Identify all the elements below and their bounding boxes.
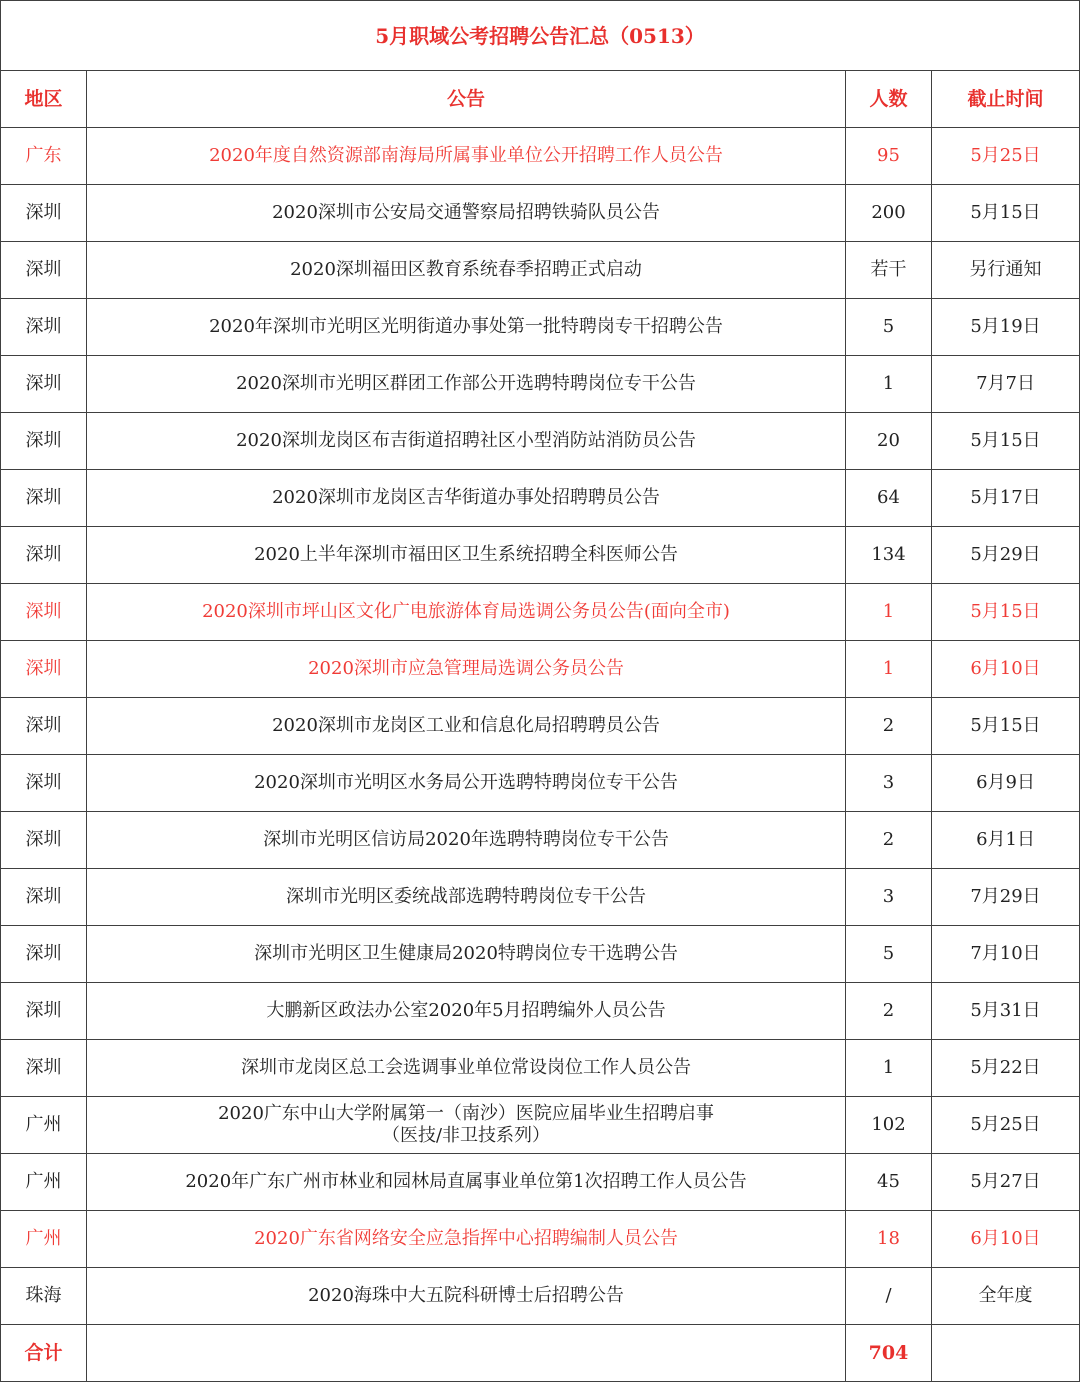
- cell-region: 深圳: [1, 698, 87, 755]
- cell-deadline: 5月15日: [932, 584, 1080, 641]
- cell-deadline: 7月29日: [932, 869, 1080, 926]
- cell-region: 珠海: [1, 1268, 87, 1325]
- table-row: [1, 356, 1080, 413]
- cell-deadline: 7月7日: [932, 356, 1080, 413]
- header-count: 人数: [846, 71, 932, 128]
- cell-notice: 2020深圳市光明区群团工作部公开选聘特聘岗位专干公告: [87, 356, 846, 413]
- cell-notice: 深圳市光明区信访局2020年选聘特聘岗位专干公告: [87, 812, 846, 869]
- table-row: [1, 470, 1080, 527]
- table-row: [1, 698, 1080, 755]
- cell-count: 3: [846, 869, 932, 926]
- cell-count: 102: [846, 1097, 932, 1154]
- cell-notice: 2020年深圳市光明区光明街道办事处第一批特聘岗专干招聘公告: [87, 299, 846, 356]
- table-row: [1, 185, 1080, 242]
- table-row: [1, 1268, 1080, 1325]
- cell-notice: 2020年度自然资源部南海局所属事业单位公开招聘工作人员公告: [87, 128, 846, 185]
- cell-region: 广州: [1, 1154, 87, 1211]
- cell-count: 20: [846, 413, 932, 470]
- cell-count: 1: [846, 1040, 932, 1097]
- cell-count: 1: [846, 641, 932, 698]
- cell-region: 深圳: [1, 755, 87, 812]
- cell-count: 2: [846, 698, 932, 755]
- cell-region: 深圳: [1, 413, 87, 470]
- cell-notice: 2020深圳市龙岗区吉华街道办事处招聘聘员公告: [87, 470, 846, 527]
- table-row: [1, 527, 1080, 584]
- cell-count: 200: [846, 185, 932, 242]
- cell-region: 广州: [1, 1211, 87, 1268]
- table-row: [1, 242, 1080, 299]
- table-row: [1, 812, 1080, 869]
- cell-deadline: 5月15日: [932, 698, 1080, 755]
- cell-notice: 2020深圳福田区教育系统春季招聘正式启动: [87, 242, 846, 299]
- total-notice: [87, 1325, 846, 1382]
- table-row: [1, 1211, 1080, 1268]
- cell-region: 深圳: [1, 926, 87, 983]
- header-region: 地区: [1, 71, 87, 128]
- cell-count: 5: [846, 299, 932, 356]
- cell-notice: 2020深圳市光明区水务局公开选聘特聘岗位专干公告: [87, 755, 846, 812]
- total-row: [1, 1325, 1080, 1382]
- table-row: [1, 983, 1080, 1040]
- cell-notice: 大鹏新区政法办公室2020年5月招聘编外人员公告: [87, 983, 846, 1040]
- cell-notice: [87, 1097, 846, 1154]
- notice-line-1: 2020广东中山大学附属第一（南沙）医院应届毕业生招聘启事: [218, 1103, 714, 1124]
- table-row: [1, 755, 1080, 812]
- cell-notice: 深圳市光明区卫生健康局2020特聘岗位专干选聘公告: [87, 926, 846, 983]
- cell-count: 2: [846, 983, 932, 1040]
- header-notice: 公告: [87, 71, 846, 128]
- cell-count: 64: [846, 470, 932, 527]
- total-deadline: [932, 1325, 1080, 1382]
- cell-deadline: 5月27日: [932, 1154, 1080, 1211]
- cell-region: 深圳: [1, 812, 87, 869]
- cell-notice: 2020深圳市坪山区文化广电旅游体育局选调公务员公告(面向全市): [87, 584, 846, 641]
- cell-deadline: 7月10日: [932, 926, 1080, 983]
- table-row: [1, 128, 1080, 185]
- cell-count: 1: [846, 584, 932, 641]
- cell-region: 广州: [1, 1097, 87, 1154]
- cell-deadline: 6月10日: [932, 1211, 1080, 1268]
- cell-notice: 2020广东省网络安全应急指挥中心招聘编制人员公告: [87, 1211, 846, 1268]
- cell-count: 95: [846, 128, 932, 185]
- cell-notice: 2020深圳市龙岗区工业和信息化局招聘聘员公告: [87, 698, 846, 755]
- cell-count: 3: [846, 755, 932, 812]
- cell-region: 深圳: [1, 470, 87, 527]
- table-title: 5月职域公考招聘公告汇总（0513）: [1, 1, 1080, 71]
- header-deadline: 截止时间: [932, 71, 1080, 128]
- table-row: [1, 584, 1080, 641]
- notice-line-2: （医技/非卫技系列）: [381, 1125, 551, 1146]
- table-row: [1, 1154, 1080, 1211]
- cell-deadline: 5月17日: [932, 470, 1080, 527]
- cell-deadline: 5月29日: [932, 527, 1080, 584]
- cell-notice: 2020年广东广州市林业和园林局直属事业单位第1次招聘工作人员公告: [87, 1154, 846, 1211]
- cell-region: 深圳: [1, 242, 87, 299]
- cell-deadline: 6月10日: [932, 641, 1080, 698]
- cell-notice: 深圳市光明区委统战部选聘特聘岗位专干公告: [87, 869, 846, 926]
- cell-count: /: [846, 1268, 932, 1325]
- cell-deadline: 5月15日: [932, 413, 1080, 470]
- table-body: [1, 1, 1080, 1382]
- title-row: [1, 1, 1080, 71]
- cell-notice: 深圳市龙岗区总工会选调事业单位常设岗位工作人员公告: [87, 1040, 846, 1097]
- cell-region: 深圳: [1, 584, 87, 641]
- cell-region: 深圳: [1, 185, 87, 242]
- cell-count: 若干: [846, 242, 932, 299]
- cell-count: 134: [846, 527, 932, 584]
- cell-region: 深圳: [1, 1040, 87, 1097]
- cell-count: 1: [846, 356, 932, 413]
- table-row: [1, 926, 1080, 983]
- cell-count: 2: [846, 812, 932, 869]
- cell-region: 广东: [1, 128, 87, 185]
- cell-notice: 2020深圳龙岗区布吉街道招聘社区小型消防站消防员公告: [87, 413, 846, 470]
- table-row: [1, 299, 1080, 356]
- total-label: 合计: [1, 1325, 87, 1382]
- cell-deadline: 5月19日: [932, 299, 1080, 356]
- cell-notice: 2020深圳市应急管理局选调公务员公告: [87, 641, 846, 698]
- cell-deadline: 全年度: [932, 1268, 1080, 1325]
- cell-deadline: 5月22日: [932, 1040, 1080, 1097]
- table-row: [1, 641, 1080, 698]
- total-count: 704: [846, 1325, 932, 1382]
- cell-deadline: 6月9日: [932, 755, 1080, 812]
- cell-region: 深圳: [1, 983, 87, 1040]
- cell-deadline: 5月31日: [932, 983, 1080, 1040]
- cell-region: 深圳: [1, 356, 87, 413]
- cell-deadline: 6月1日: [932, 812, 1080, 869]
- cell-deadline: 5月25日: [932, 128, 1080, 185]
- cell-notice: 2020上半年深圳市福田区卫生系统招聘全科医师公告: [87, 527, 846, 584]
- cell-notice: 2020深圳市公安局交通警察局招聘铁骑队员公告: [87, 185, 846, 242]
- cell-deadline: 5月15日: [932, 185, 1080, 242]
- table-row: [1, 869, 1080, 926]
- cell-notice: 2020海珠中大五院科研博士后招聘公告: [87, 1268, 846, 1325]
- cell-region: 深圳: [1, 299, 87, 356]
- cell-count: 18: [846, 1211, 932, 1268]
- table-row: [1, 413, 1080, 470]
- cell-count: 5: [846, 926, 932, 983]
- cell-deadline: 另行通知: [932, 242, 1080, 299]
- cell-region: 深圳: [1, 641, 87, 698]
- header-row: [1, 71, 1080, 128]
- table-row: [1, 1097, 1080, 1154]
- cell-region: 深圳: [1, 869, 87, 926]
- cell-region: 深圳: [1, 527, 87, 584]
- table-row: [1, 1040, 1080, 1097]
- cell-deadline: 5月25日: [932, 1097, 1080, 1154]
- cell-count: 45: [846, 1154, 932, 1211]
